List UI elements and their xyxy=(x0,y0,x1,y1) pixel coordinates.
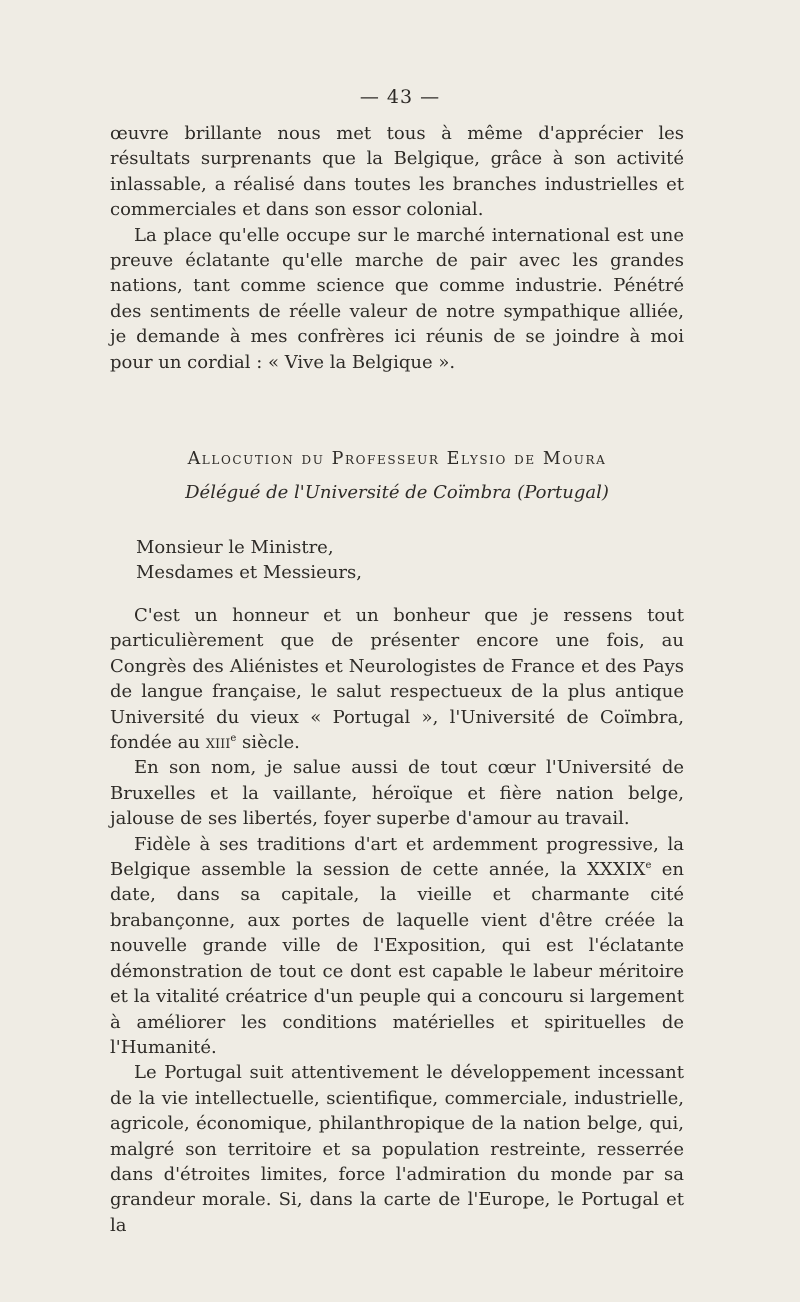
section-subheading: Délégué de l'Université de Coïmbra (Portugal) xyxy=(185,482,609,503)
century-numeral: xiii xyxy=(205,732,231,754)
speech-paragraph-2: En son nom, je salue aussi de tout cœur l'Université de Bruxelles et la vaillante, héroïque et fière nation belge, jalouse de ses libertés, foyer superbe d'amour au travail. xyxy=(110,757,684,830)
intro-paragraph-2: La place qu'elle occupe sur le marché international est une preuve éclatante qu'elle marche de pair avec les grandes nations, tant comme science que comme industrie. Pénétré des sentiments de réelle valeur de notre sympathique alliée, je demande à mes confrères ici réunis de se joindre à moi pour un cordial : « Vive la Belgique ». xyxy=(110,224,684,373)
intro-paragraph-1: œuvre brillante nous met tous à même d'apprécier les résultats surprenants que la Belgique, grâce à son activité inlassable, a réalisé dans toutes les branches industrielles et commerciales et dans son essor colonial. xyxy=(110,123,684,221)
section-heading: Allocution du Professeur Elysio de Moura xyxy=(187,449,607,469)
speech-text xyxy=(110,603,684,1238)
intro-text xyxy=(110,121,684,375)
speech-paragraph-3-text: Fidèle à ses traditions d'art et ardemment progressive, la Belgique assemble la session de cette année, la XXXIX xyxy=(110,833,684,881)
salutation-line-1: Monsieur le Ministre, xyxy=(136,537,334,558)
speech-paragraph-3-end: en date, dans sa capitale, la vieille et charmante cité brabançonne, aux portes de laquelle vient d'être créée la nouvelle grande ville de l'Exposition, qui est l'éclatante démonstration de tout ce dont est capable le labeur méritoire et la vitalité créatrice d'un peuple qui a concouru si largement à améliorer les conditions matérielles et spirituelles de l'Humanité. xyxy=(110,859,684,1058)
page-number: — 43 — xyxy=(359,86,441,108)
century-superscript: e xyxy=(230,733,237,745)
speech-paragraph-4: Le Portugal suit attentivement le développement incessant de la vie intellectuelle, scientifique, commerciale, industrielle, agricole, économique, philanthropique de la nation belge, qui, malgré son territoire et sa population restreinte, resserrée dans d'étroites limites, force l'admiration du monde par sa grandeur morale. Si, dans la carte de l'Europe, le Portugal et la xyxy=(110,1062,684,1236)
speech-paragraph-3 xyxy=(110,832,684,1061)
session-superscript: e xyxy=(645,860,652,872)
salutation-line-2: Mesdames et Messieurs, xyxy=(136,562,362,584)
speech-paragraph-1 xyxy=(110,603,684,755)
speech-paragraph-1-end: siècle. xyxy=(236,732,300,754)
salutation xyxy=(136,535,636,586)
speech-paragraph-1-text: C'est un honneur et un bonheur que je ressens tout particulièrement que de présenter encore une fois, au Congrès des Aliénistes et Neurologistes de France et des Pays de langue française, le salut respectueux de la plus antique Université du vieux « Portugal », l'Université de Coïmbra, fondée au xyxy=(110,605,684,754)
